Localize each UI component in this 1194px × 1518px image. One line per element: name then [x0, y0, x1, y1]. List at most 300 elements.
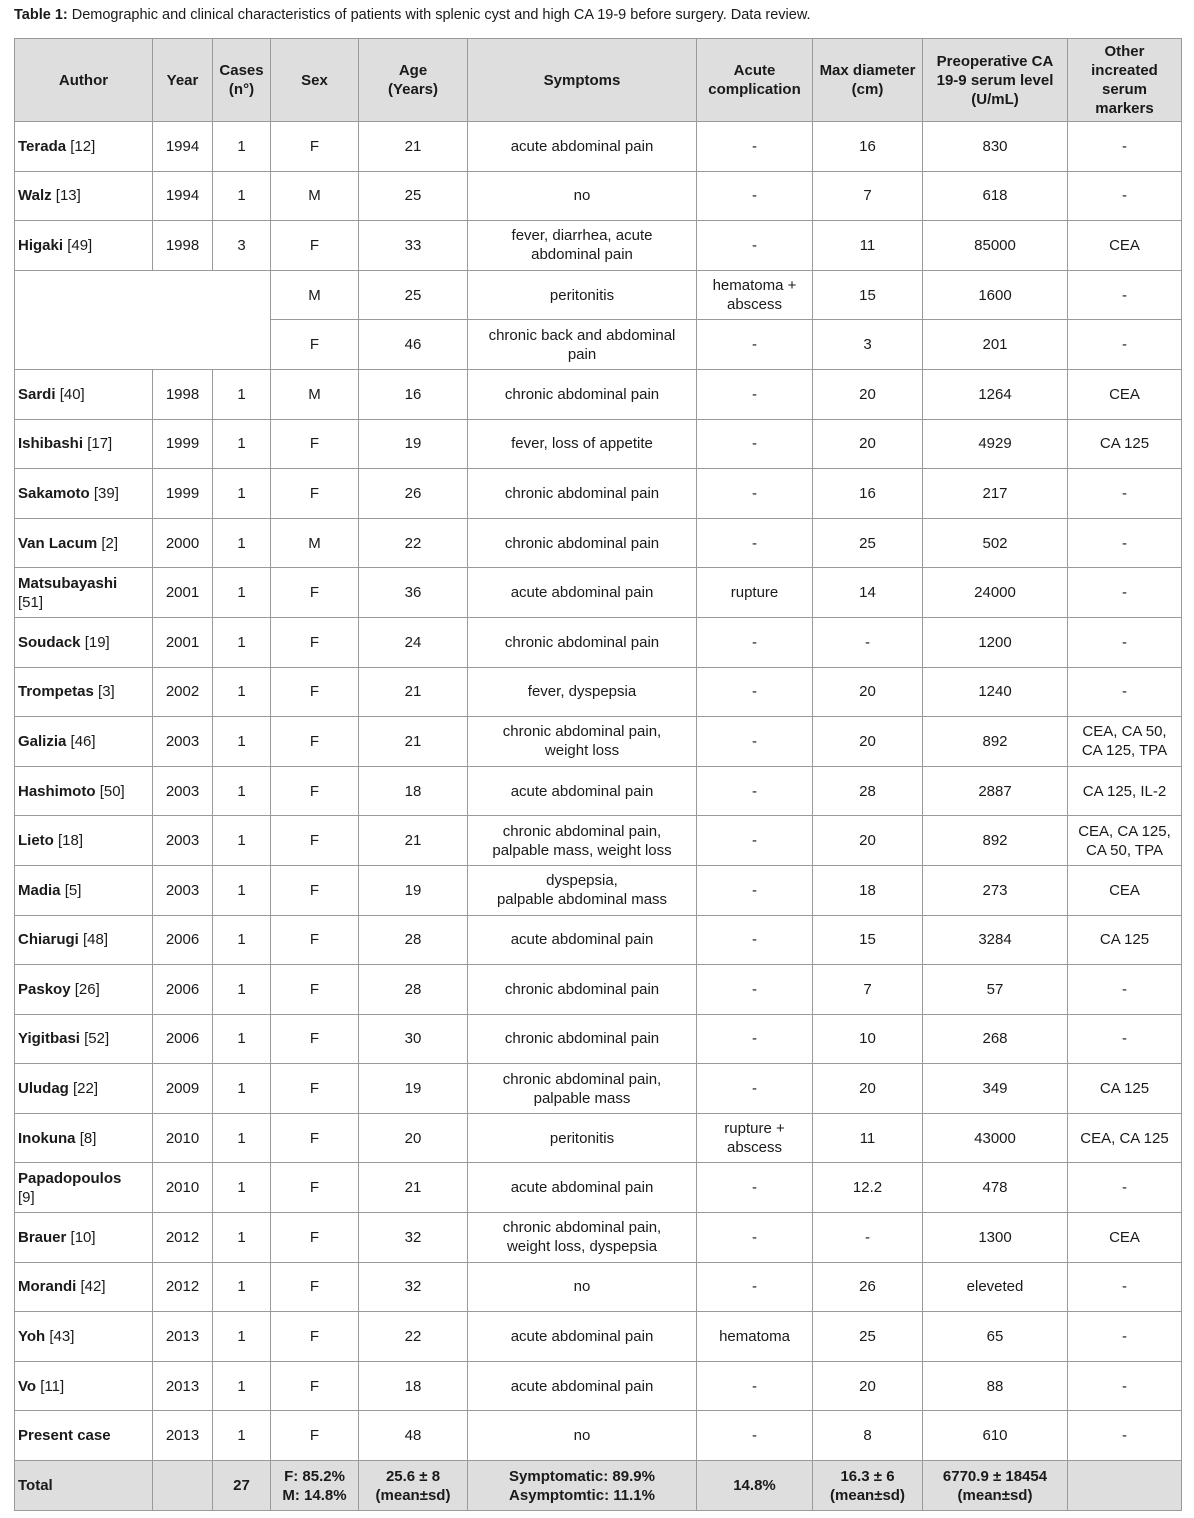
cases-cell: 1 [213, 1064, 271, 1114]
author-name: Terada [18, 137, 67, 155]
age-cell: 28 [359, 965, 468, 1015]
column-header-cases-line: (n°) [228, 81, 255, 98]
total-label: Total [15, 1461, 153, 1511]
age-cell: 32 [359, 1213, 468, 1263]
cases-cell: 1 [213, 171, 271, 221]
author-cell [15, 915, 153, 965]
symptoms-line: chronic abdominal pain [504, 980, 660, 998]
author-name: Matsubayashi [18, 574, 118, 592]
sex-cell: F [271, 1014, 359, 1064]
age-cell: 30 [359, 1014, 468, 1064]
column-header-symptoms-line: Symptoms [543, 71, 621, 89]
author-cell [15, 221, 153, 271]
author-reference: [3] [98, 683, 115, 701]
markers-line: - [1122, 1427, 1127, 1445]
symptoms-line: no [573, 1278, 591, 1296]
symptoms-line: acute abdominal pain [510, 782, 654, 800]
sex-cell: F [271, 568, 359, 618]
author-reference: [48] [83, 931, 109, 949]
sex-cell: F [271, 667, 359, 717]
age-cell: 25 [359, 270, 468, 320]
table-row [15, 1312, 1182, 1362]
sex-cell: F [271, 865, 359, 915]
complication-line: - [752, 336, 757, 354]
markers-line: - [1122, 683, 1127, 701]
age-cell: 19 [359, 419, 468, 469]
ca199-cell: 217 [923, 469, 1068, 519]
age-cell: 48 [359, 1411, 468, 1461]
symptoms-cell [468, 1213, 697, 1263]
complication-line: - [752, 187, 757, 205]
complication-cell [697, 171, 813, 221]
author-cell [15, 1014, 153, 1064]
table-row [15, 717, 1182, 767]
symptoms-cell [468, 1411, 697, 1461]
markers-cell [1068, 1361, 1182, 1411]
year-cell: 2013 [153, 1312, 213, 1362]
diameter-cell: 12.2 [813, 1163, 923, 1213]
cases-cell: 1 [213, 1014, 271, 1064]
cases-cell: 1 [213, 965, 271, 1015]
table-row [15, 518, 1182, 568]
author-cell [15, 1163, 153, 1213]
markers-cell [1068, 1312, 1182, 1362]
complication-cell [697, 1113, 813, 1163]
symptoms-cell [468, 667, 697, 717]
author-name: Van Lacum [18, 534, 98, 552]
markers-line: CEA, CA 50, [1082, 723, 1167, 741]
symptoms-cell [468, 419, 697, 469]
column-header-cases [213, 39, 271, 122]
column-header-year-line: Year [166, 71, 199, 89]
table-row [15, 667, 1182, 717]
sex-cell: F [271, 1312, 359, 1362]
year-cell: 2003 [153, 816, 213, 866]
symptoms-cell [468, 1163, 697, 1213]
author-cell [15, 1361, 153, 1411]
column-header-other-markers-line: increated [1091, 62, 1158, 79]
cases-cell: 1 [213, 1262, 271, 1312]
column-header-acute-complication [697, 39, 813, 122]
year-cell: 1998 [153, 221, 213, 271]
complication-cell [697, 1262, 813, 1312]
age-cell: 20 [359, 1113, 468, 1163]
table-row [15, 221, 1182, 271]
symptoms-cell [468, 369, 697, 419]
table-caption [14, 7, 811, 23]
cases-cell: 1 [213, 816, 271, 866]
symptoms-line: chronic abdominal pain, [502, 1070, 662, 1088]
cases-cell: 1 [213, 1312, 271, 1362]
diameter-cell: 14 [813, 568, 923, 618]
author-reference: [22] [73, 1080, 99, 1098]
ca199-cell: 43000 [923, 1113, 1068, 1163]
complication-line: - [752, 1228, 757, 1246]
complication-cell [697, 1312, 813, 1362]
complication-cell [697, 568, 813, 618]
symptoms-line: peritonitis [549, 1129, 615, 1147]
symptoms-line: palpable mass [533, 1089, 631, 1107]
complication-line: rupture + [724, 1120, 785, 1138]
ca199-cell: 201 [923, 320, 1068, 370]
total-markers [1068, 1461, 1182, 1511]
sex-cell: F [271, 320, 359, 370]
complication-cell [697, 1064, 813, 1114]
author-cell [15, 122, 153, 172]
complication-line: - [752, 1377, 757, 1395]
complication-line: - [752, 633, 757, 651]
diameter-cell: 15 [813, 915, 923, 965]
complication-cell [697, 816, 813, 866]
markers-line: - [1122, 336, 1127, 354]
author-cell [15, 816, 153, 866]
complication-line: - [752, 832, 757, 850]
table-row [15, 1361, 1182, 1411]
age-cell: 21 [359, 667, 468, 717]
markers-line: - [1122, 1278, 1127, 1296]
year-cell: 2010 [153, 1163, 213, 1213]
author-reference: [19] [84, 633, 110, 651]
year-cell: 2009 [153, 1064, 213, 1114]
table-row [15, 617, 1182, 667]
markers-line: - [1122, 633, 1127, 651]
year-cell: 2002 [153, 667, 213, 717]
diameter-cell: 20 [813, 369, 923, 419]
column-header-other-markers [1068, 39, 1182, 122]
year-cell: 2006 [153, 1014, 213, 1064]
markers-line: - [1122, 137, 1127, 155]
age-cell: 22 [359, 1312, 468, 1362]
author-cell [15, 965, 153, 1015]
sex-cell: F [271, 766, 359, 816]
author-reference: [51] [18, 593, 44, 611]
symptoms-line: dyspepsia, [546, 872, 618, 890]
author-cell [15, 667, 153, 717]
author-reference: [49] [67, 236, 93, 254]
author-cell [15, 865, 153, 915]
cases-cell: 1 [213, 667, 271, 717]
age-cell: 22 [359, 518, 468, 568]
total-symptoms-line: Symptomatic: 89.9% [509, 1467, 655, 1485]
author-reference: [43] [49, 1328, 75, 1346]
table-row [15, 1213, 1182, 1263]
total-diameter-line: 16.3 ± 6 [840, 1467, 895, 1485]
complication-cell [697, 766, 813, 816]
complication-line: - [752, 385, 757, 403]
author-cell [15, 617, 153, 667]
age-cell: 26 [359, 469, 468, 519]
table-row [15, 568, 1182, 618]
header-row [15, 39, 1182, 122]
diameter-cell: 16 [813, 122, 923, 172]
complication-line: - [752, 1179, 757, 1197]
complication-cell [697, 1163, 813, 1213]
age-cell: 16 [359, 369, 468, 419]
author-name: Lieto [18, 832, 54, 850]
author-name: Sardi [18, 385, 56, 403]
total-complication [697, 1461, 813, 1511]
sex-cell: F [271, 1064, 359, 1114]
sex-cell: F [271, 617, 359, 667]
diameter-cell: 3 [813, 320, 923, 370]
author-name: Soudack [18, 633, 81, 651]
cases-cell: 1 [213, 369, 271, 419]
author-cell [15, 518, 153, 568]
age-cell: 21 [359, 816, 468, 866]
diameter-cell: 18 [813, 865, 923, 915]
ca199-cell: 2887 [923, 766, 1068, 816]
author-reference: [46] [70, 732, 96, 750]
author-cell [15, 469, 153, 519]
complication-cell [697, 667, 813, 717]
author-name: Trompetas [18, 683, 94, 701]
diameter-cell: 20 [813, 717, 923, 767]
table-row [15, 270, 1182, 320]
complication-cell [697, 865, 813, 915]
markers-line: CEA, CA 125, [1078, 822, 1171, 840]
diameter-cell: 28 [813, 766, 923, 816]
column-header-preoperative-ca199-line: (U/mL) [971, 90, 1019, 108]
markers-line: - [1122, 187, 1127, 205]
complication-cell [697, 369, 813, 419]
symptoms-cell [468, 122, 697, 172]
complication-line: rupture [730, 584, 779, 602]
diameter-cell: 11 [813, 221, 923, 271]
symptoms-cell [468, 965, 697, 1015]
symptoms-cell [468, 1312, 697, 1362]
sex-cell: F [271, 1411, 359, 1461]
sex-cell: M [271, 270, 359, 320]
table-row [15, 1262, 1182, 1312]
symptoms-line: chronic abdominal pain [504, 633, 660, 651]
markers-line: - [1122, 584, 1127, 602]
year-cell: 2006 [153, 915, 213, 965]
column-header-acute-complication-line: complication [708, 81, 801, 98]
markers-cell [1068, 171, 1182, 221]
year-cell: 2012 [153, 1262, 213, 1312]
age-cell: 32 [359, 1262, 468, 1312]
year-cell: 2012 [153, 1213, 213, 1263]
sex-cell: F [271, 915, 359, 965]
diameter-cell: 25 [813, 1312, 923, 1362]
symptoms-line: pain [567, 345, 597, 363]
ca199-cell: 478 [923, 1163, 1068, 1213]
caption-label: Table 1: [14, 7, 68, 23]
symptoms-line: no [573, 1427, 591, 1445]
author-reference: [10] [70, 1228, 96, 1246]
complication-cell [697, 1014, 813, 1064]
complication-cell [697, 965, 813, 1015]
table-header [15, 39, 1182, 122]
markers-line: - [1122, 286, 1127, 304]
complication-line: - [752, 683, 757, 701]
age-cell: 21 [359, 122, 468, 172]
cases-cell: 1 [213, 469, 271, 519]
ca199-cell: 4929 [923, 419, 1068, 469]
complication-cell [697, 1361, 813, 1411]
author-name: Uludag [18, 1080, 69, 1098]
markers-cell [1068, 1064, 1182, 1114]
sex-cell: F [271, 1262, 359, 1312]
diameter-cell: 7 [813, 965, 923, 1015]
author-name: Hashimoto [18, 782, 96, 800]
symptoms-line: palpable mass, weight loss [492, 841, 672, 859]
year-cell: 1999 [153, 469, 213, 519]
complication-cell [697, 270, 813, 320]
markers-cell [1068, 122, 1182, 172]
year-cell: 2003 [153, 865, 213, 915]
cases-cell: 3 [213, 221, 271, 271]
total-sex [271, 1461, 359, 1511]
markers-line: - [1122, 980, 1127, 998]
author-reference: [11] [40, 1377, 65, 1395]
symptoms-line: fever, loss of appetite [511, 435, 653, 453]
ca199-cell: 65 [923, 1312, 1068, 1362]
complication-cell [697, 717, 813, 767]
markers-line: CA 50, TPA [1086, 841, 1163, 859]
author-reference: [40] [59, 385, 85, 403]
caption-text: Demographic and clinical characteristics of patients with splenic cyst and high CA 19-9 before surgery. Data review. [71, 7, 811, 23]
complication-cell [697, 1411, 813, 1461]
markers-line: - [1122, 1377, 1127, 1395]
ca199-cell: 618 [923, 171, 1068, 221]
complication-line: - [752, 931, 757, 949]
table-row [15, 915, 1182, 965]
diameter-cell: 20 [813, 419, 923, 469]
author-reference: [8] [79, 1129, 97, 1147]
author-reference: [2] [101, 534, 119, 552]
author-cell [15, 419, 153, 469]
author-cell [15, 1213, 153, 1263]
symptoms-cell [468, 766, 697, 816]
sex-cell: M [271, 369, 359, 419]
markers-line: CEA [1109, 236, 1140, 254]
sex-cell: M [271, 171, 359, 221]
author-cell [15, 1113, 153, 1163]
column-header-sex [271, 39, 359, 122]
cases-cell: 1 [213, 568, 271, 618]
sex-cell: F [271, 221, 359, 271]
markers-line: CA 125, IL-2 [1082, 782, 1167, 800]
ca199-cell: 273 [923, 865, 1068, 915]
complication-line: - [752, 980, 757, 998]
markers-cell [1068, 816, 1182, 866]
age-cell: 19 [359, 1064, 468, 1114]
diameter-cell: 15 [813, 270, 923, 320]
complication-line: - [752, 534, 757, 552]
sex-cell: F [271, 1213, 359, 1263]
ca199-cell: eleveted [923, 1262, 1068, 1312]
complication-line: - [752, 236, 757, 254]
total-year [153, 1461, 213, 1511]
year-cell: 2001 [153, 568, 213, 618]
complication-line: hematoma + [712, 277, 797, 295]
total-age-line: 25.6 ± 8 [385, 1467, 441, 1485]
symptoms-line: chronic abdominal pain [504, 484, 660, 502]
cases-cell: 1 [213, 122, 271, 172]
table-row [15, 469, 1182, 519]
column-header-age-line: Age [398, 62, 428, 79]
symptoms-line: chronic abdominal pain, [502, 723, 662, 741]
author-cell [15, 369, 153, 419]
markers-line: CA 125 [1099, 1080, 1150, 1098]
column-header-max-diameter-line: Max diameter [819, 62, 916, 79]
cases-cell: 1 [213, 766, 271, 816]
table-body [15, 122, 1182, 1511]
symptoms-cell [468, 915, 697, 965]
symptoms-cell [468, 865, 697, 915]
column-header-other-markers-line: Other [1104, 43, 1145, 60]
table-row [15, 965, 1182, 1015]
column-header-age [359, 39, 468, 122]
total-age-line: (mean±sd) [375, 1486, 451, 1504]
symptoms-line: abdominal pain [531, 246, 633, 264]
total-sex-line: M: 14.8% [282, 1486, 347, 1504]
author-name: Madia [18, 881, 61, 899]
age-cell: 21 [359, 717, 468, 767]
symptoms-line: weight loss, dyspepsia [506, 1238, 658, 1256]
total-ca199 [923, 1461, 1068, 1511]
markers-cell [1068, 717, 1182, 767]
symptoms-line: acute abdominal pain [510, 584, 654, 602]
symptoms-cell [468, 1014, 697, 1064]
author-reference: [39] [93, 484, 119, 502]
ca199-cell: 57 [923, 965, 1068, 1015]
diameter-cell: 7 [813, 171, 923, 221]
ca199-cell: 1600 [923, 270, 1068, 320]
ca199-cell: 1264 [923, 369, 1068, 419]
year-cell: 2001 [153, 617, 213, 667]
year-cell: 1999 [153, 419, 213, 469]
symptoms-cell [468, 617, 697, 667]
author-reference: [9] [18, 1188, 35, 1206]
markers-cell [1068, 518, 1182, 568]
markers-cell [1068, 320, 1182, 370]
column-header-year [153, 39, 213, 122]
sex-cell: F [271, 1113, 359, 1163]
markers-line: CA 125, TPA [1081, 742, 1168, 760]
markers-cell [1068, 915, 1182, 965]
author-reference: [26] [74, 980, 100, 998]
sex-cell: F [271, 965, 359, 1015]
cases-cell: 1 [213, 617, 271, 667]
total-sex-line: F: 85.2% [284, 1467, 345, 1485]
ca199-cell: 24000 [923, 568, 1068, 618]
age-cell: 21 [359, 1163, 468, 1213]
table-row [15, 1411, 1182, 1461]
author-cell [15, 1312, 153, 1362]
year-cell: 1994 [153, 122, 213, 172]
author-name: Vo [18, 1377, 37, 1395]
diameter-cell: 20 [813, 1064, 923, 1114]
symptoms-cell [468, 568, 697, 618]
sex-cell: F [271, 1163, 359, 1213]
markers-line: - [1122, 1179, 1127, 1197]
sex-cell: F [271, 816, 359, 866]
author-cell [15, 1262, 153, 1312]
column-header-author-line: Author [58, 71, 109, 89]
total-diameter-line: (mean±sd) [830, 1486, 905, 1504]
complication-line: - [752, 137, 757, 155]
table-row [15, 1113, 1182, 1163]
complication-line: hematoma [719, 1328, 790, 1346]
column-header-age-line: (Years) [387, 81, 439, 98]
symptoms-line: chronic back and abdominal [488, 326, 676, 344]
complication-line: abscess [726, 1139, 783, 1157]
markers-cell [1068, 1113, 1182, 1163]
markers-cell [1068, 965, 1182, 1015]
symptoms-line: acute abdominal pain [510, 1328, 654, 1346]
